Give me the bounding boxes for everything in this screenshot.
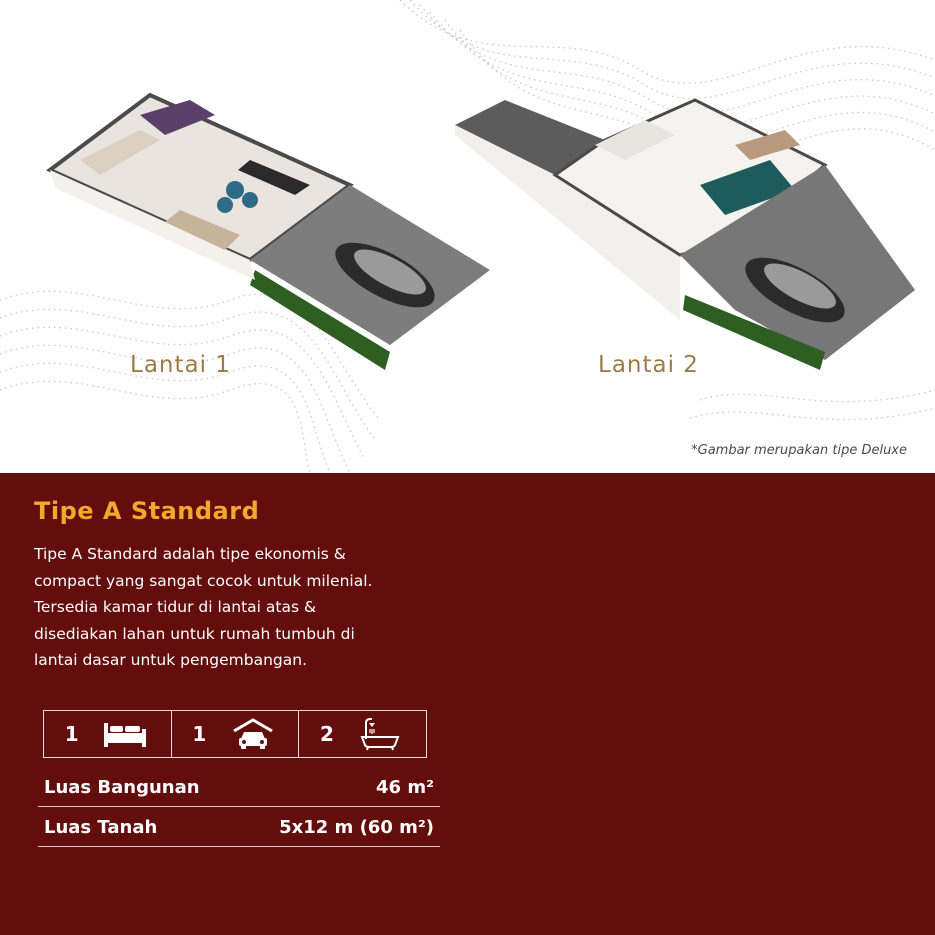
type-description: Tipe A Standard adalah tipe ekonomis & compact yang sangat cocok untuk milenial. Tersedia kamar tidur di lantai atas & disediakan lahan untuk rumah tumbuh di lantai dasar untuk pengembangan.: [34, 545, 373, 669]
bathroom-count: 2: [320, 722, 334, 746]
floor-1-plan-render: [40, 90, 500, 380]
spec-value: 5x12 m (60 m²): [279, 817, 434, 838]
floor-2-label: Lantai 2: [598, 352, 699, 378]
feature-summary-box: [43, 710, 427, 758]
feature-bedroom: [44, 711, 172, 757]
bedroom-count: 1: [64, 722, 79, 746]
spec-land-area: [38, 809, 440, 847]
feature-carport: [172, 711, 300, 757]
spec-label: Luas Bangunan: [44, 777, 200, 798]
bed-icon: [100, 716, 150, 752]
spec-label: Luas Tanah: [44, 817, 158, 838]
floor-2-plan-render: [445, 90, 925, 380]
type-details-panel: [0, 473, 935, 935]
car-garage-icon: [228, 716, 278, 752]
bathtub-shower-icon: [355, 716, 405, 752]
spec-value: 46 m²: [376, 777, 434, 798]
floor-1-label: Lantai 1: [130, 352, 231, 378]
feature-bathroom: [299, 711, 426, 757]
carport-count: 1: [192, 722, 207, 746]
type-title: Tipe A Standard: [34, 497, 260, 525]
image-disclaimer-note: *Gambar merupakan tipe Deluxe: [691, 443, 907, 458]
spec-building-area: [38, 769, 440, 807]
